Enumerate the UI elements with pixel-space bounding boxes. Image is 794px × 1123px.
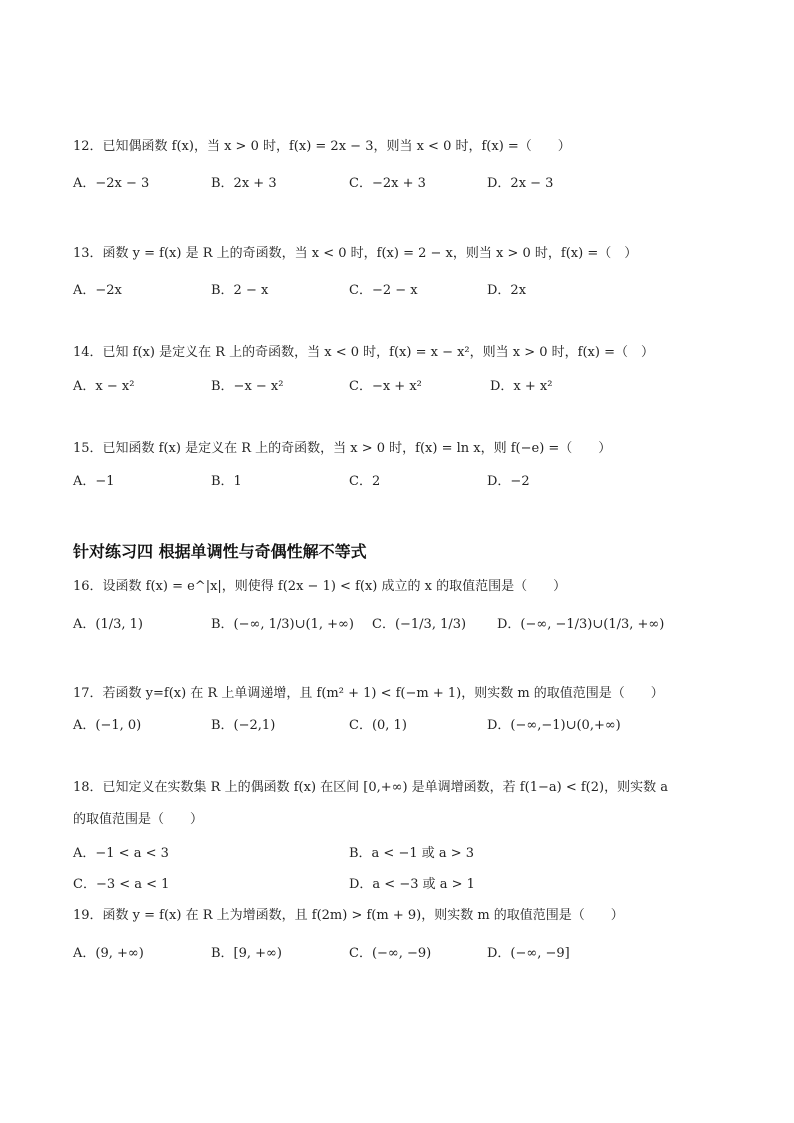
question-14-option-c: C．−x + x² [349, 379, 422, 394]
question-12-option-a: A．−2x − 3 [73, 176, 150, 191]
question-13-option-d: D．2x [487, 283, 527, 298]
question-13-option-c: C．−2 − x [349, 283, 418, 298]
question-17-stem: 17．若函数 y=f(x) 在 R 上单调递增，且 f(m² + 1) < f(−m + 1)，则实数 m 的取值范围是（ ） [73, 686, 664, 701]
question-15-option-a: A．−1 [73, 474, 115, 489]
question-13-option-a: A．−2x [73, 283, 122, 298]
question-15-option-b: B．1 [211, 474, 242, 489]
question-18-option-c: C．−3 < a < 1 [73, 877, 170, 892]
question-12-option-c: C．−2x + 3 [349, 176, 426, 191]
question-17-option-d: D．(−∞,−1)∪(0,+∞) [487, 718, 621, 733]
question-17-option-a: A．(−1, 0) [73, 718, 142, 733]
question-19-option-c: C．(−∞, −9) [349, 946, 432, 961]
question-18-stem: 18．已知定义在实数集 R 上的偶函数 f(x) 在区间 [0,+∞) 是单调增函数，若 f(1−a) < f(2)，则实数 a [73, 780, 668, 795]
question-18-stem-continued: 的取值范围是（ ） [73, 812, 204, 827]
question-16-option-a: A．(1/3, 1) [73, 617, 143, 632]
question-14-stem: 14．已知 f(x) 是定义在 R 上的奇函数，当 x < 0 时，f(x) = x − x²，则当 x > 0 时，f(x) =（ ） [73, 345, 654, 360]
question-16-option-c: C．(−1/3, 1/3) [372, 617, 467, 632]
question-16-stem: 16．设函数 f(x) = e^|x|，则使得 f(2x − 1) < f(x) 成立的 x 的取值范围是（ ） [73, 579, 567, 594]
question-17-option-c: C．(0, 1) [349, 718, 407, 733]
question-15-stem: 15．已知函数 f(x) 是定义在 R 上的奇函数，当 x > 0 时，f(x) = ln x，则 f(−e) =（ ） [73, 441, 612, 456]
question-19-option-a: A．(9, +∞) [73, 946, 144, 961]
question-19-stem: 19．函数 y = f(x) 在 R 上为增函数，且 f(2m) > f(m + 9)，则实数 m 的取值范围是（ ） [73, 908, 624, 923]
question-12-option-b: B．2x + 3 [211, 176, 277, 191]
question-18-option-d: D．a < −3 或 a > 1 [349, 877, 475, 892]
question-16-option-b: B．(−∞, 1/3)∪(1, +∞) [211, 617, 354, 632]
question-19-option-b: B．[9, +∞) [211, 946, 282, 961]
section-heading: 针对练习四 根据单调性与奇偶性解不等式 [73, 542, 367, 561]
question-12-option-d: D．2x − 3 [487, 176, 554, 191]
question-14-option-b: B．−x − x² [211, 379, 284, 394]
question-15-option-c: C．2 [349, 474, 381, 489]
question-13-stem: 13．函数 y = f(x) 是 R 上的奇函数，当 x < 0 时，f(x) = 2 − x，则当 x > 0 时，f(x) =（ ） [73, 246, 638, 261]
question-14-option-d: D．x + x² [490, 379, 553, 394]
question-15-option-d: D．−2 [487, 474, 530, 489]
question-18-option-a: A．−1 < a < 3 [73, 846, 169, 861]
question-18-option-b: B．a < −1 或 a > 3 [349, 846, 475, 861]
question-17-option-b: B．(−2,1) [211, 718, 276, 733]
question-19-option-d: D．(−∞, −9] [487, 946, 570, 961]
question-16-option-d: D．(−∞, −1/3)∪(1/3, +∞) [497, 617, 665, 632]
question-13-option-b: B．2 − x [211, 283, 269, 298]
question-12-stem: 12．已知偶函数 f(x)，当 x > 0 时，f(x) = 2x − 3，则当 x < 0 时，f(x) =（ ） [73, 139, 571, 154]
question-14-option-a: A．x − x² [73, 379, 135, 394]
